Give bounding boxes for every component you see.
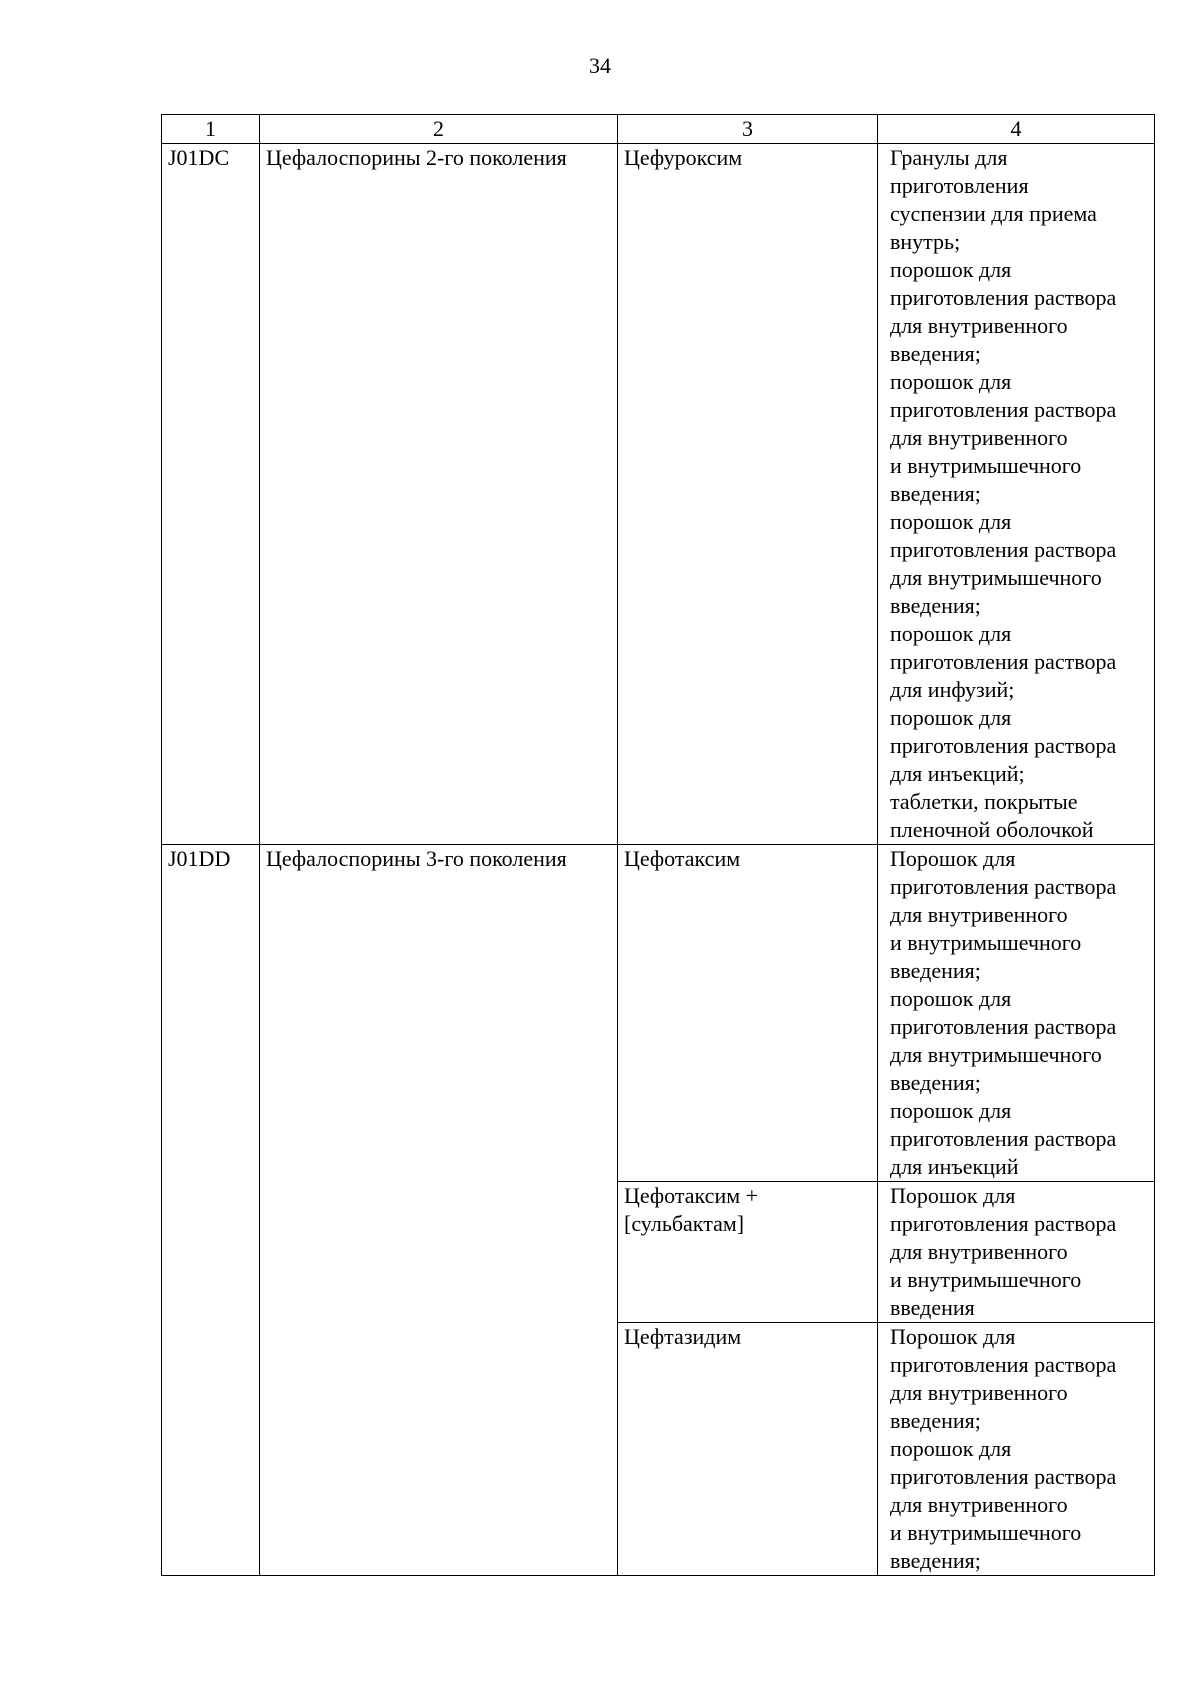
dosage-form-line: и внутримышечного: [890, 930, 1082, 955]
dosage-form-line: приготовления: [890, 173, 1029, 198]
drug-table: [161, 114, 1155, 1576]
table-body: [162, 115, 1155, 1576]
drug-name-line: Цефтазидим: [624, 1324, 742, 1349]
dosage-form-line: для инъекций;: [890, 761, 1025, 786]
dosage-form-line: введения;: [890, 481, 981, 506]
drug-name-cell: [618, 845, 878, 1182]
dosage-form-line: порошок для: [890, 257, 1012, 282]
pharma-group-cell: Цефалоспорины 3-го поколения: [260, 845, 618, 1576]
dosage-form-line: приготовления раствора: [890, 285, 1117, 310]
dosage-form-line: введения;: [890, 958, 981, 983]
dosage-form-line: введения;: [890, 593, 981, 618]
dosage-form-line: для инфузий;: [890, 677, 1015, 702]
atc-code-cell: J01DD: [162, 845, 260, 1576]
page-number: 34: [589, 53, 611, 78]
table-header-row: [162, 115, 1155, 144]
dosage-form-line: Порошок для: [890, 846, 1016, 871]
dosage-form-line: приготовления раствора: [890, 1126, 1117, 1151]
drug-name-cell: [618, 144, 878, 845]
dosage-form-line: введения: [890, 1295, 975, 1320]
dosage-form-line: суспензии для приема: [890, 201, 1097, 226]
drug-name-line: Цефотаксим +: [624, 1183, 759, 1208]
dosage-form-line: Порошок для: [890, 1183, 1016, 1208]
dosage-form-line: и внутримышечного: [890, 1520, 1082, 1545]
dosage-form-cell: [878, 845, 1155, 1182]
dosage-form-cell: [878, 1182, 1155, 1323]
dosage-form-line: порошок для: [890, 1436, 1012, 1461]
dosage-form-line: для внутривенного: [890, 313, 1068, 338]
dosage-form-cell: [878, 1323, 1155, 1576]
drug-name-line: Цефуроксим: [624, 145, 743, 170]
dosage-form-line: приготовления раствора: [890, 874, 1117, 899]
dosage-form-line: порошок для: [890, 509, 1012, 534]
dosage-form-line: порошок для: [890, 621, 1012, 646]
dosage-form-line: для внутривенного: [890, 1492, 1068, 1517]
dosage-form-line: для внутримышечного: [890, 565, 1102, 590]
dosage-form-line: приготовления раствора: [890, 397, 1117, 422]
dosage-form-line: порошок для: [890, 369, 1012, 394]
dosage-form-line: для внутримышечного: [890, 1042, 1102, 1067]
dosage-form-line: для внутривенного: [890, 902, 1068, 927]
dosage-form-line: и внутримышечного: [890, 453, 1082, 478]
dosage-form-line: для внутривенного: [890, 1239, 1068, 1264]
drug-name-cell: [618, 1323, 878, 1576]
dosage-form-line: пленочной оболочкой: [890, 817, 1094, 842]
dosage-form-line: введения;: [890, 1070, 981, 1095]
dosage-form-line: приготовления раствора: [890, 537, 1117, 562]
dosage-form-line: таблетки, покрытые: [890, 789, 1078, 814]
dosage-form-line: введения;: [890, 1548, 981, 1573]
table-row: [162, 144, 1155, 845]
dosage-form-line: порошок для: [890, 1098, 1012, 1123]
dosage-form-line: введения;: [890, 341, 981, 366]
header-cell-4: 4: [878, 115, 1155, 144]
dosage-form-line: приготовления раствора: [890, 1352, 1117, 1377]
dosage-form-line: приготовления раствора: [890, 1014, 1117, 1039]
dosage-form-line: приготовления раствора: [890, 733, 1117, 758]
dosage-form-line: Порошок для: [890, 1324, 1016, 1349]
dosage-form-line: порошок для: [890, 986, 1012, 1011]
drug-name-line: Цефотаксим: [624, 846, 741, 871]
dosage-form-cell: [878, 144, 1155, 845]
dosage-form-line: и внутримышечного: [890, 1267, 1082, 1292]
drug-name-cell: [618, 1182, 878, 1323]
header-cell-1: 1: [162, 115, 260, 144]
header-cell-2: 2: [260, 115, 618, 144]
dosage-form-line: введения;: [890, 1408, 981, 1433]
dosage-form-line: приготовления раствора: [890, 1464, 1117, 1489]
pharma-group-cell: Цефалоспорины 2-го поколения: [260, 144, 618, 845]
dosage-form-line: порошок для: [890, 705, 1012, 730]
dosage-form-line: Гранулы для: [890, 145, 1008, 170]
dosage-form-line: для инъекций: [890, 1154, 1019, 1179]
table-row: [162, 845, 1155, 1182]
dosage-form-line: для внутривенного: [890, 425, 1068, 450]
atc-code-cell: J01DC: [162, 144, 260, 845]
header-cell-3: 3: [618, 115, 878, 144]
dosage-form-line: внутрь;: [890, 229, 961, 254]
dosage-form-line: для внутривенного: [890, 1380, 1068, 1405]
drug-name-line: [сульбактам]: [624, 1211, 745, 1236]
dosage-form-line: приготовления раствора: [890, 649, 1117, 674]
dosage-form-line: приготовления раствора: [890, 1211, 1117, 1236]
